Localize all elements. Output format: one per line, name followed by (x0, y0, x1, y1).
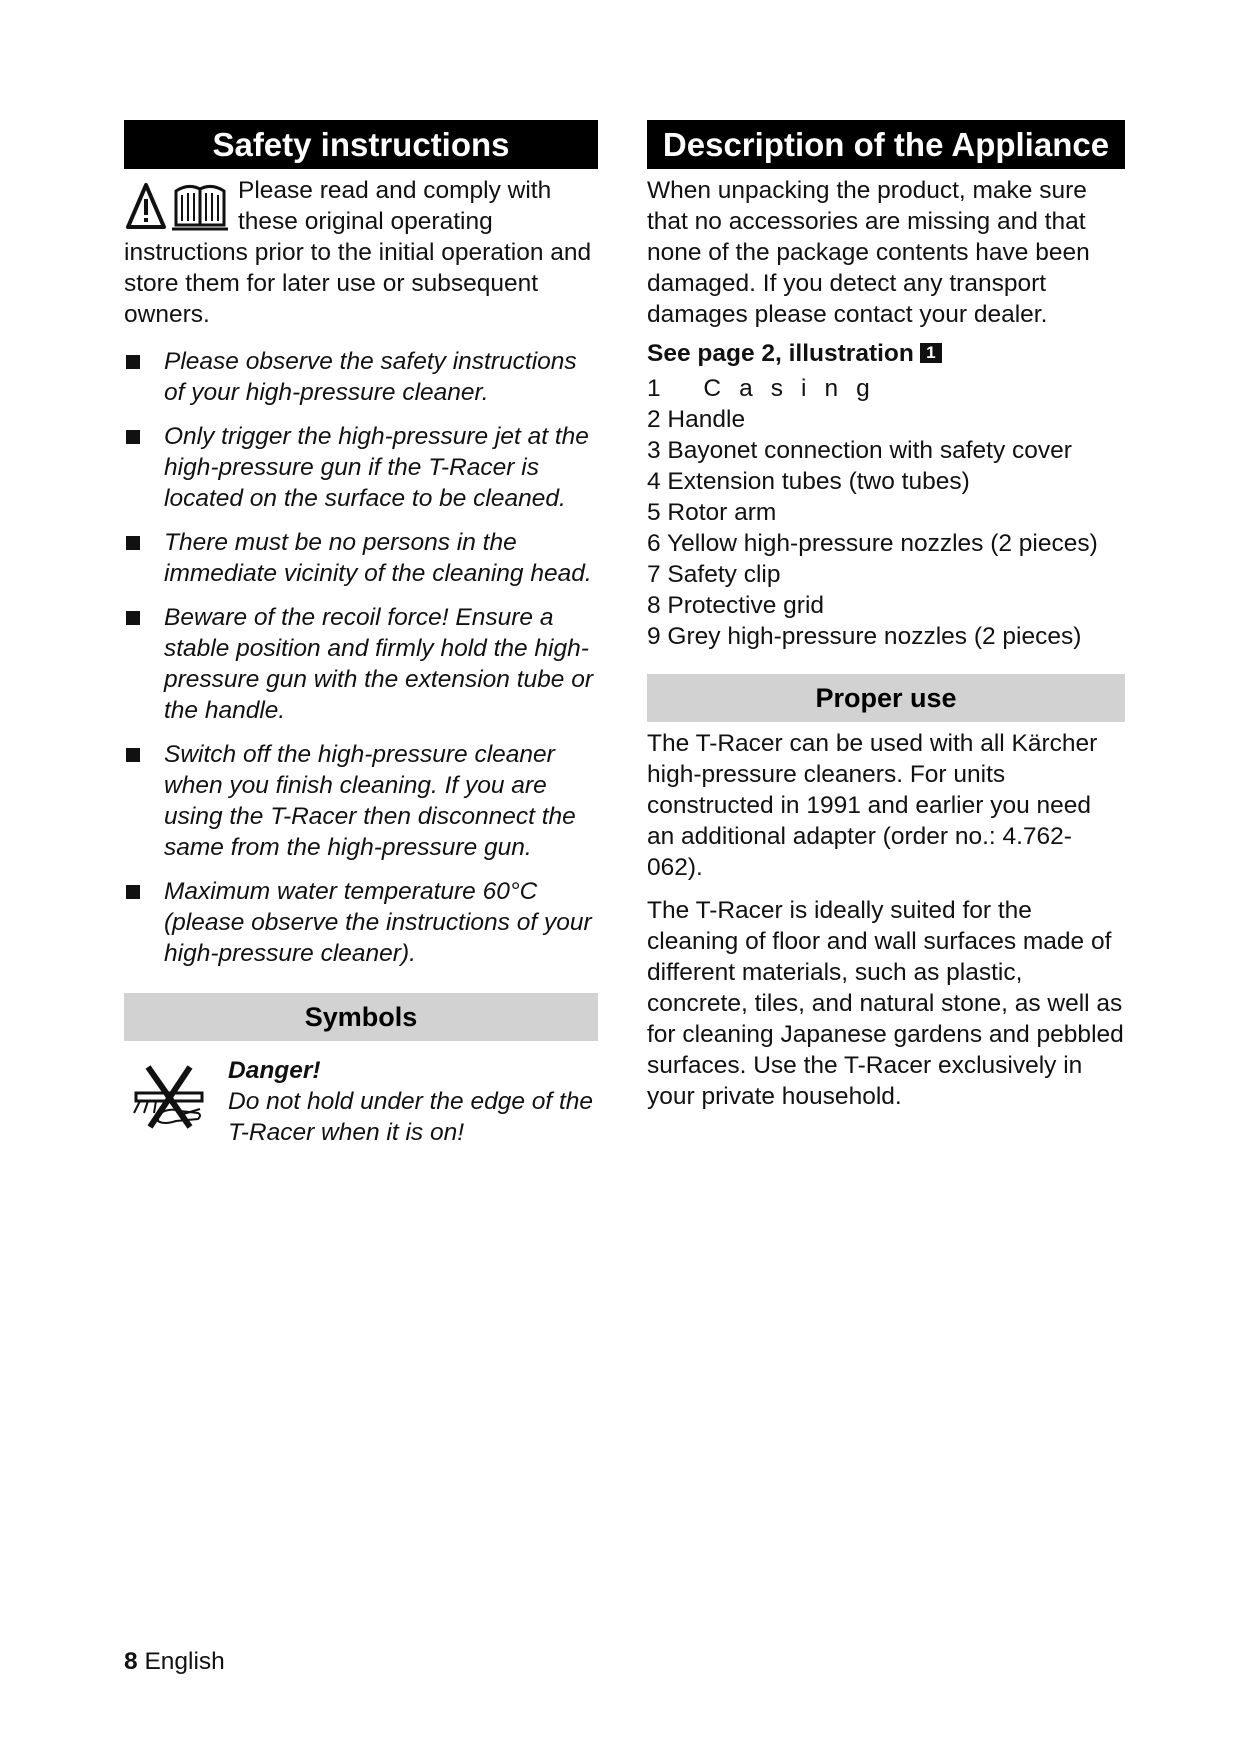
proper-use-para-2: The T-Racer is ideally suited for the cleaning of floor and wall surfaces made of different materials, such as plastic, concrete, tiles, and natural stone, as well as for cleaning Japanese gardens and pebbled surfaces. Use the T-Racer exclusively in your private household. (647, 897, 1124, 1110)
safety-bullet: Only trigger the high-pressure jet at the high-pressure gun if the T-Racer is located on the surface to be cleaned. (124, 421, 598, 514)
safety-bullet: Beware of the recoil force! Ensure a stable position and firmly hold the high-pressure gun with the extension tube or the handle. (124, 602, 598, 726)
description-intro: When unpacking the product, make sure that no accessories are missing and that none of the package contents have been damaged. If you detect any transport damages please contact your dealer. (647, 177, 1090, 328)
safety-bullet: Maximum water temperature 60°C (please observe the instructions of your high-pressure cleaner). (124, 876, 598, 969)
danger-hand-under-edge-icon (128, 1063, 210, 1135)
part-item: 3 Bayonet connection with safety cover (647, 437, 1072, 464)
bullet-square-icon (126, 611, 140, 625)
danger-title: Danger! (228, 1057, 321, 1084)
safety-bullet: Switch off the high-pressure cleaner when you finish cleaning. If you are using the T-Racer then disconnect the same from the high-pressure gun. (124, 739, 598, 863)
part-item: 4 Extension tubes (two tubes) (647, 468, 970, 495)
symbols-section (124, 993, 598, 1165)
bullet-square-icon (126, 885, 140, 899)
page-footer (124, 1648, 225, 1676)
safety-bullet: There must be no persons in the immediate vicinity of the cleaning head. (124, 527, 598, 589)
danger-notice (124, 1055, 598, 1165)
parts-list (647, 373, 1125, 652)
part-item: 5 Rotor arm (647, 499, 777, 526)
proper-use-heading: Proper use (647, 674, 1125, 722)
bullet-square-icon (126, 430, 140, 444)
safety-bullet: Please observe the safety instructions of your high-pressure cleaner. (124, 346, 598, 408)
illustration-number-badge: 1 (920, 343, 942, 363)
part-item: 6 Yellow high-pressure nozzles (2 pieces) (647, 530, 1098, 557)
part-item: 9 Grey high-pressure nozzles (2 pieces) (647, 623, 1082, 650)
warning-manual-icon (124, 179, 234, 235)
danger-text-block (228, 1055, 598, 1148)
right-column (647, 120, 1125, 1112)
danger-text: Do not hold under the edge of the T-Racer when it is on! (228, 1088, 594, 1146)
see-page-reference (647, 338, 1125, 369)
see-page-text: See page 2, illustration (647, 340, 914, 367)
part-item: 7 Safety clip (647, 561, 781, 588)
proper-use-section (647, 674, 1125, 1112)
left-column (124, 120, 598, 1165)
page-number: 8 (124, 1648, 138, 1675)
bullet-square-icon (126, 355, 140, 369)
safety-intro (124, 175, 598, 330)
part-item: 1 Casing (647, 375, 888, 402)
safety-intro-text: Please read and comply with these original operating instructions prior to the initial operation and store them for later use or subsequent owners. (124, 177, 592, 328)
proper-use-para-1: The T-Racer can be used with all Kärcher high-pressure cleaners. For units constructed in 1991 and earlier you need an additional adapter (order no.: 4.762-062). (647, 730, 1098, 881)
footer-language: English (144, 1648, 225, 1675)
part-item: 2 Handle (647, 406, 746, 433)
safety-heading: Safety instructions (124, 120, 598, 169)
safety-bullet-list (124, 346, 598, 969)
symbols-heading: Symbols (124, 993, 598, 1041)
bullet-square-icon (126, 536, 140, 550)
bullet-square-icon (126, 748, 140, 762)
part-item: 8 Protective grid (647, 592, 825, 619)
description-heading: Description of the Appliance (647, 120, 1125, 169)
